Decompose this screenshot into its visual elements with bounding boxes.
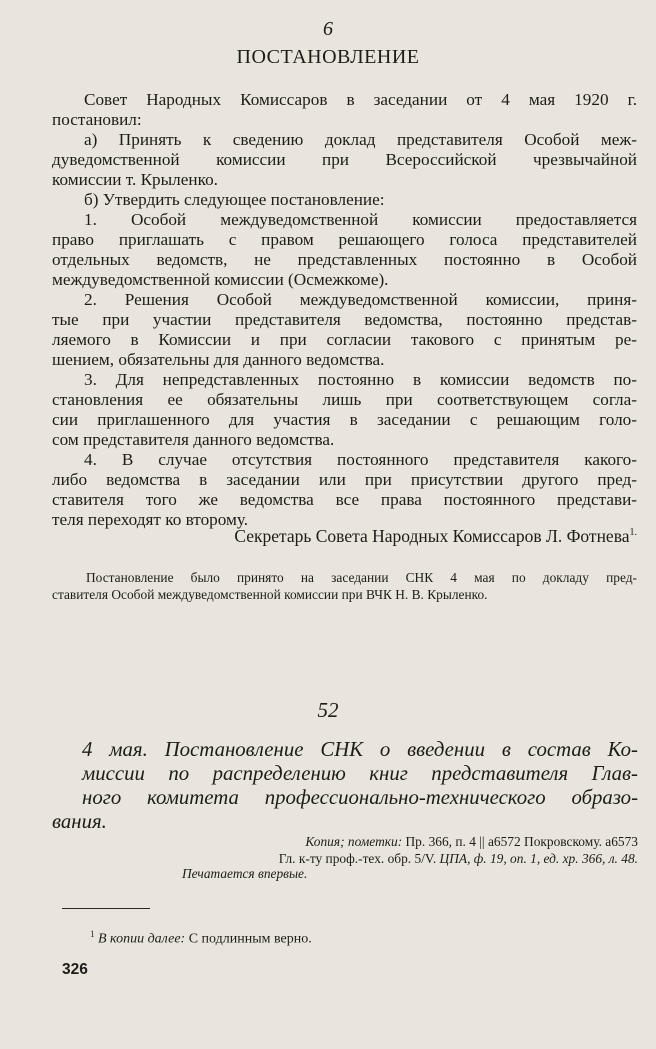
decree-line: становления ее обязательны лишь при соответствующем согла- — [52, 390, 637, 409]
decree-line: сии приглашенного для участия в заседании с решающим голо- — [52, 410, 637, 429]
source-line — [92, 834, 638, 850]
decree-line: либо ведомства в заседании или при присутствии другого пред- — [52, 470, 637, 489]
source-text: Пр. 366, п. 4 || а6572 Покровскому. а6573 — [402, 834, 638, 849]
heading-line: миссии по распределению книг представителя Глав- — [82, 762, 638, 785]
decree-line: теля переходят ко второму. — [52, 510, 249, 529]
decree-line: постановил: — [52, 110, 142, 129]
decree-note-line: Постановление было принято на заседании СНК 4 мая по докладу пред- — [86, 570, 637, 585]
decree-line: право приглашать с правом решающего голоса представителей — [52, 230, 637, 249]
publication-note: Печатается впервые. — [182, 866, 308, 881]
source-text: Гл. к-ту проф.-тех. обр. 5/V. — [278, 851, 440, 866]
decree-line: тые при участии представителя ведомства, постоянно представ- — [52, 310, 637, 329]
running-header: 6 — [323, 18, 333, 40]
decree-line: дуведомственной комиссии при Всероссийской чрезвычайной — [52, 150, 637, 169]
decree-line: 4. В случае отсутствия постоянного представителя какого- — [84, 450, 637, 469]
decree-line: шением, обязательны для данного ведомства. — [52, 350, 385, 369]
decree-line: а) Принять к сведению доклад представителя Особой меж- — [84, 130, 637, 149]
footnote-text: С подлинным верно. — [185, 931, 312, 947]
heading-line: 4 мая. Постановление СНК о введении в состав Ко- — [82, 738, 638, 761]
decree-line: комиссии т. Крыленко. — [52, 170, 218, 189]
decree-note-line: ставителя Особой междуведомственной комиссии при ВЧК Н. В. Крыленко. — [52, 587, 488, 602]
decree-line: 3. Для непредставленных постоянно в комиссии ведомств по- — [84, 370, 637, 389]
footnote-label: В копии далее: — [98, 931, 186, 947]
footnote-divider — [62, 908, 150, 909]
decree-line: 1. Особой междуведомственной комиссии предоставляется — [84, 210, 637, 229]
decree-title: ПОСТАНОВЛЕНИЕ — [236, 46, 420, 68]
decree-line: Совет Народных Комиссаров в заседании от 4 мая 1920 г. — [84, 90, 637, 109]
decree-line: ставителя того же ведомства все права постоянного представи- — [52, 490, 637, 509]
footnote-marker: 1. — [629, 527, 637, 539]
heading-line: вания. — [52, 810, 107, 833]
signature-text: Секретарь Совета Народных Комиссаров Л. Фотнева — [234, 526, 630, 546]
decree-line: междуведомственной комиссии (Осмежкоме). — [52, 270, 389, 289]
archive-reference: ЦПА, ф. 19, оп. 1, ед. хр. 366, л. 48. — [439, 851, 638, 866]
decree-line: 2. Решения Особой междуведомственной комиссии, приня- — [84, 290, 637, 309]
document-number: 52 — [317, 698, 339, 722]
decree-line: ляемого в Комиссии и при согласии такового с принятым ре- — [52, 330, 637, 349]
heading-line: ного комитета профессионально-технического образо- — [82, 786, 638, 809]
source-line — [92, 851, 638, 867]
decree-line: сом представителя данного ведомства. — [52, 430, 335, 449]
page-number: 326 — [62, 961, 88, 978]
footnote-marker: 1 — [90, 929, 95, 939]
decree-line: отдельных ведомств, не представленных постоянно в Особой — [52, 250, 637, 269]
decree-line: б) Утвердить следующее постановление: — [84, 190, 385, 209]
signature-line — [52, 526, 637, 547]
source-label: Копия; пометки: — [305, 834, 403, 849]
footnote — [90, 929, 312, 948]
